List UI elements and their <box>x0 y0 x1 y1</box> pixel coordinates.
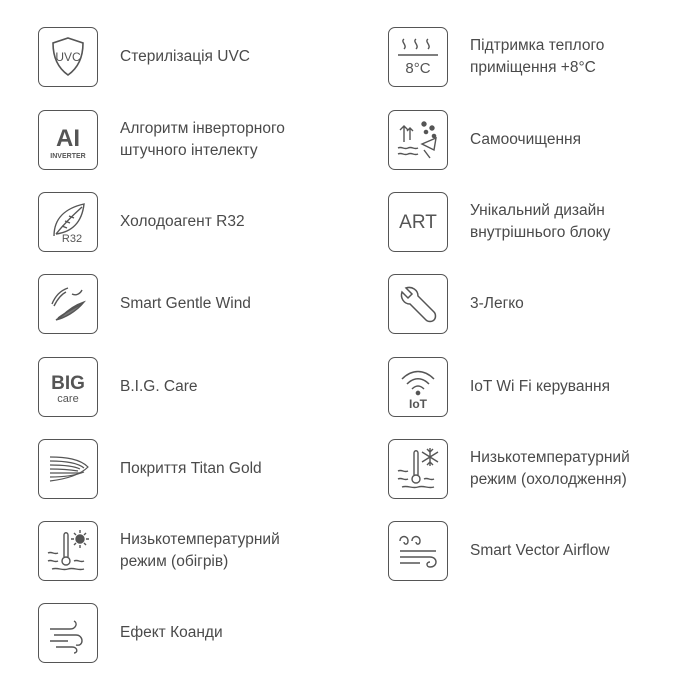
feature-label: Smart Vector Airflow <box>470 542 610 559</box>
feature-smart-vector-airflow <box>388 519 674 583</box>
feature-label: Стерилізація UVC <box>120 48 250 65</box>
feature-label: Унікальний дизайн внутрішнього блоку <box>470 202 611 241</box>
self-cleaning-icon <box>388 110 448 170</box>
feature-coanda-effect <box>38 601 358 665</box>
svg-text:INVERTER: INVERTER <box>50 153 86 160</box>
feature-label: Алгоритм інверторного штучного інтелекту <box>120 120 285 159</box>
feature-label: IoT Wi Fi керування <box>470 378 610 395</box>
feature-label: Низькотемпературний режим (обігрів) <box>120 531 280 570</box>
vector-airflow-icon <box>388 521 448 581</box>
svg-text:8°C: 8°C <box>405 60 431 77</box>
feature-big-care <box>38 355 358 419</box>
big-care-icon <box>38 357 98 417</box>
feature-titan-gold <box>38 437 358 501</box>
titan-gold-coil-icon <box>38 439 98 499</box>
svg-text:ART: ART <box>399 212 437 233</box>
ai-inverter-icon <box>38 110 98 170</box>
feature-iot-wifi <box>388 355 674 419</box>
low-temp-heating-icon <box>38 521 98 581</box>
feature-label: Покриття Titan Gold <box>120 460 262 477</box>
uvc-shield-icon <box>38 27 98 87</box>
feature-label: B.I.G. Care <box>120 378 198 395</box>
coanda-airflow-icon <box>38 603 98 663</box>
leaf-r32-icon <box>38 192 98 252</box>
feature-smart-gentle-wind <box>38 272 358 336</box>
feature-ai-inverter <box>38 108 358 172</box>
feature-label: Холодоагент R32 <box>120 213 245 230</box>
low-temp-cooling-icon <box>388 439 448 499</box>
feature-r32-refrigerant <box>38 190 358 254</box>
feature-low-temp-heating <box>38 519 358 583</box>
svg-text:IoT: IoT <box>409 397 427 411</box>
feature-label: Низькотемпературний режим (охолодження) <box>470 449 630 488</box>
art-design-icon <box>388 192 448 252</box>
feature-uvc-sterilization <box>38 25 358 89</box>
wrench-icon <box>388 274 448 334</box>
svg-text:BIG: BIG <box>51 373 85 394</box>
svg-text:AI: AI <box>56 125 80 152</box>
feature-label: Підтримка теплого приміщення +8°C <box>470 37 605 76</box>
svg-text:UVC: UVC <box>55 50 81 64</box>
feature-label: 3-Легко <box>470 295 524 312</box>
feature-3-easy <box>388 272 674 336</box>
gentle-wind-feather-icon <box>38 274 98 334</box>
iot-wifi-icon <box>388 357 448 417</box>
feature-label: Самоочищення <box>470 131 581 148</box>
svg-text:R32: R32 <box>61 233 83 245</box>
svg-text:care: care <box>57 393 79 405</box>
feature-low-temp-cooling <box>388 437 674 501</box>
feature-self-cleaning <box>388 108 674 172</box>
feature-label: Ефект Коанди <box>120 624 223 641</box>
feature-label: Smart Gentle Wind <box>120 295 251 312</box>
feature-warm-room-8c <box>388 25 674 89</box>
feature-art-design <box>388 190 674 254</box>
heat-8c-icon <box>388 27 448 87</box>
